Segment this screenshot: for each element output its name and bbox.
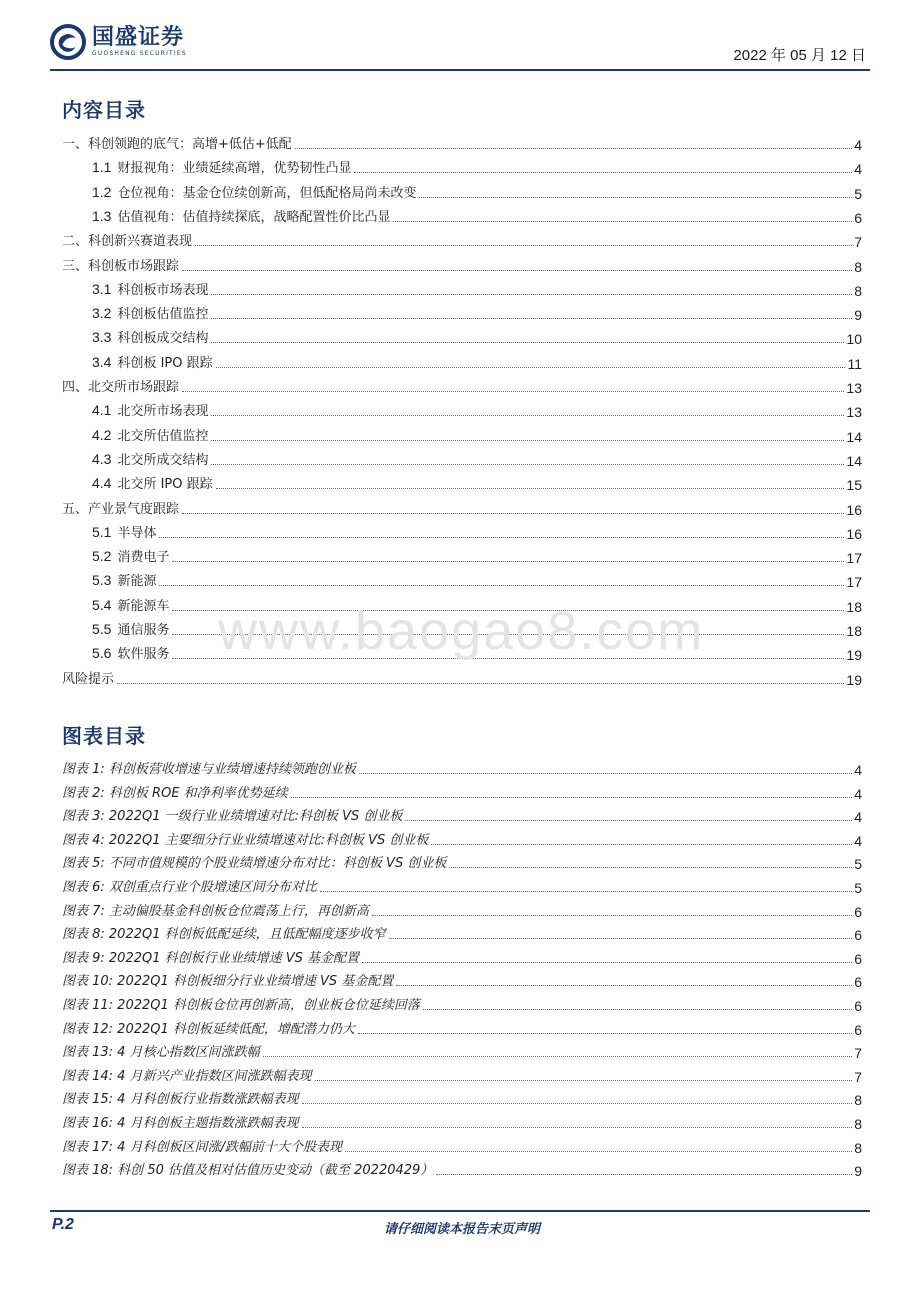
dot-leader [211,294,852,295]
entry-text: 一、科创领跑的底气：高增+低估+低配 [62,137,292,152]
dot-leader [295,148,852,149]
dot-leader [436,1174,852,1175]
figure-entry-title [62,855,446,873]
toc-entry-title [92,644,169,664]
dot-leader [291,797,853,798]
entry-text: 图表 14: 4 月新兴产业指数区间涨跌幅表现 [62,1068,312,1084]
page-ref: 8 [854,1116,862,1132]
toc-entry-number: 3.2 [92,305,112,322]
toc-entry[interactable] [62,231,862,251]
entry-text: 二、科创新兴赛道表现 [62,234,193,250]
toc-entry-title [62,501,179,519]
toc-entry-title [92,547,169,567]
figure-entry[interactable] [62,1089,862,1109]
toc-entry[interactable] [92,523,862,543]
page-number: P.2 [52,1216,74,1233]
page-ref: 6 [854,974,862,991]
page-ref: 6 [854,903,862,920]
header-divider [50,69,870,71]
toc-entry-title [92,571,156,591]
figure-entry[interactable] [62,1019,862,1039]
toc-entry-number: 4.2 [92,426,112,443]
dot-leader [195,245,852,246]
entry-text: 五、产业景气度跟踪 [62,501,180,517]
toc-entry-title [92,401,208,421]
page-ref: 14 [846,452,862,469]
entry-text: 风险提示 [62,671,115,687]
entry-text: 图表 10: 2022Q1 科创板细分行业业绩增速 VS 基金配置 [62,974,394,990]
toc-title: 内容目录 [62,98,146,122]
figure-entry-title [62,1091,299,1109]
toc-entry-number: 1.3 [92,207,112,224]
page-ref: 15 [846,477,862,494]
toc-entry-title [92,304,208,324]
toc-entry[interactable] [92,328,862,348]
dot-leader [320,891,852,892]
brand-name-en: GUOSHENG SECURITIES [92,50,187,57]
toc-entry-number: 5.1 [92,523,112,540]
page-ref: 8 [854,1092,862,1109]
figure-entry-title [62,1162,433,1180]
page-header [50,22,870,70]
page-ref: 4 [854,762,862,778]
brand-name-cn: 国盛证券 [92,25,185,50]
figure-entry-title [62,879,317,897]
dot-leader [211,342,844,343]
toc-entry-number: 3.3 [92,329,112,346]
dot-leader [362,962,852,963]
page-ref: 5 [854,880,862,896]
toc-entry-number: 4.1 [92,402,112,419]
entry-text: 图表 8: 2022Q1 科创板低配延续，且低配幅度逐步收窄 [62,927,386,943]
dot-leader [159,537,844,538]
toc-entry[interactable] [92,207,862,227]
figure-entry-title [62,973,393,991]
figure-entry[interactable] [62,924,862,944]
toc-entry[interactable] [62,256,862,276]
page-ref: 6 [854,1021,862,1038]
entry-text: 四、北交所市场跟踪 [62,380,180,395]
toc-entry-title [92,158,351,178]
page-ref: 6 [854,927,862,944]
entry-text: 图表 11: 2022Q1 科创板仓位再创新高，创业板仓位延续回落 [62,998,420,1013]
toc-entry-number: 5.6 [92,645,112,662]
entry-text: 估值视角：估值持续探底，战略配置性价比凸显 [117,209,391,225]
entry-text: 图表 1: 科创板营收增速与业绩增速持续领跑创业板 [62,762,356,777]
toc-entry-title [62,136,292,154]
dot-leader [423,1009,852,1010]
toc-entry-title [92,328,208,348]
page-ref: 16 [846,525,862,542]
entry-text: 财报视角：业绩延续高增，优势韧性凸显 [117,161,352,177]
dot-leader [358,1033,852,1034]
figure-entry-title [62,950,359,968]
page-ref: 6 [854,209,862,226]
toc-entry[interactable] [92,450,862,470]
entry-text: 科创板估值监控 [117,307,209,323]
dot-leader [211,440,844,441]
toc-entry-number: 3.1 [92,280,112,297]
dot-leader [182,513,844,514]
toc-entry-title [92,450,208,470]
entry-text: 图表 7: 主动偏股基金科创板仓位震荡上行，再创新高 [62,903,369,919]
footer-divider [50,1210,870,1212]
figure-entry-title [62,926,386,944]
dot-leader [182,270,852,271]
dot-leader [359,773,852,774]
page-ref: 8 [854,282,862,299]
dot-leader [393,221,852,222]
figure-entry[interactable] [62,1066,862,1086]
dot-leader [372,915,852,916]
toc-entry-number: 3.4 [92,353,112,370]
page-ref: 7 [854,234,862,251]
toc-entry-title [62,233,192,251]
dot-leader [159,585,844,586]
page-ref: 4 [854,785,862,802]
entry-text: 图表 17: 4 月科创板区间涨/跌幅前十大个股表现 [62,1139,342,1155]
entry-text: 北交所市场表现 [117,404,209,420]
report-date: 2022 年 05 月 12 日 [733,47,866,64]
figure-entry-title [62,832,428,850]
toc-entry-number: 4.3 [92,450,112,467]
figure-entry[interactable] [62,901,862,921]
figure-entry-title [62,1068,312,1086]
toc-entry[interactable] [92,280,862,300]
toc-entry-number: 5.3 [92,572,112,589]
toc-entry[interactable] [92,547,862,567]
dot-leader [263,1056,853,1057]
figure-entry[interactable] [62,783,862,803]
toc-entry[interactable] [92,353,862,373]
page-ref: 4 [854,809,862,826]
entry-text: 图表 16: 4 月科创板主题指数涨跌幅表现 [62,1116,299,1131]
page-ref: 10 [846,331,862,348]
dot-leader [345,1151,852,1152]
page-ref: 19 [846,647,862,664]
page-ref: 8 [854,258,862,275]
toc-entry-title [92,426,208,446]
figure-entry[interactable] [62,995,862,1015]
toc-entry[interactable] [92,183,862,203]
page-ref: 6 [854,998,862,1014]
entry-text: 科创板 IPO 跟踪 [117,355,213,371]
toc-entry-title [92,474,213,494]
dot-leader [211,415,844,416]
dot-leader [211,464,844,465]
figure-entry[interactable] [62,853,862,873]
figure-entry[interactable] [62,759,862,779]
page-ref: 16 [846,501,862,518]
toc-entry-number: 1.2 [92,183,112,200]
page-ref: 4 [854,832,862,849]
entry-text: 科创板成交结构 [117,331,209,347]
entry-text: 图表 2: 科创板 ROE 和净利率优势延续 [62,785,288,801]
entry-text: 图表 18: 科创 50 估值及相对估值历史变动（截至 20220429） [62,1163,434,1179]
toc-entry[interactable] [92,401,862,421]
guosheng-logo-icon [50,24,86,60]
figure-entry[interactable] [62,1160,862,1180]
footer-disclaimer: 请仔细阅读本报告末页声明 [384,1222,541,1237]
page-ref: 4 [854,161,862,178]
watermark: www.baogao8.com [218,601,705,661]
entry-text: 图表 3: 2022Q1 一级行业业绩增速对比:科创板 VS 创业板 [62,809,403,825]
entry-text: 图表 15: 4 月科创板行业指数涨跌幅表现 [62,1092,299,1108]
figure-entry[interactable] [62,948,862,968]
page-ref: 7 [854,1068,862,1085]
toc-entry-number: 1.1 [92,159,112,176]
entry-text: 图表 4: 2022Q1 主要细分行业业绩增速对比:科创板 VS 创业板 [62,832,429,848]
figure-entry-title [62,1021,355,1039]
toc-entry[interactable] [92,426,862,446]
dot-leader [431,844,852,845]
page-ref: 8 [854,1139,862,1156]
page-ref: 14 [846,428,862,445]
toc-entry[interactable] [62,499,862,519]
entry-text: 北交所估值监控 [117,428,209,444]
toc-entry[interactable] [62,669,862,689]
page-ref: 9 [854,1163,862,1180]
dot-leader [172,561,844,562]
dot-leader [354,172,852,173]
dot-leader [449,867,852,868]
entry-text: 北交所成交结构 [117,452,209,468]
entry-text: 消费电子 [117,550,170,566]
figure-entry[interactable] [62,877,862,897]
entry-text: 新能源 [117,574,157,590]
page-ref: 9 [854,307,862,324]
entry-text: 软件服务 [117,647,170,663]
dot-leader [211,318,852,319]
dot-leader [216,367,846,368]
entry-text: 图表 9: 2022Q1 科创板行业业绩增速 VS 基金配置 [62,950,360,966]
toc-entry-title [92,183,416,203]
entry-text: 仓位视角：基金仓位续创新高，但低配格局尚未改变 [117,185,417,201]
page-ref: 17 [846,550,862,567]
figure-entry-title [62,903,369,921]
entry-text: 半导体 [117,525,157,541]
dot-leader [216,488,845,489]
toc-entry[interactable] [62,377,862,397]
toc-entry-number: 5.4 [92,596,112,613]
dot-leader [302,1127,853,1128]
page-ref: 4 [854,137,862,153]
figure-entry-title [62,785,288,803]
page-ref: 17 [846,574,862,591]
figure-entry-title [62,1139,342,1157]
page-ref: 19 [846,671,862,688]
page-ref: 7 [854,1045,862,1062]
figure-entry-title [62,761,356,779]
figure-entry-title [62,1115,299,1133]
toc-entry-title [92,207,390,227]
dot-leader [419,197,852,198]
page-ref: 5 [854,185,862,202]
toc-entry-title [62,258,179,276]
toc-entry-title [92,620,169,640]
toc-entry[interactable] [92,474,862,494]
figure-entry[interactable] [62,1137,862,1157]
page-ref: 6 [854,950,862,967]
toc-entry[interactable] [92,158,862,178]
toc-entry-title [62,379,179,397]
toc-entry[interactable] [92,304,862,324]
figure-entry-title [62,1044,260,1062]
entry-text: 图表 12: 2022Q1 科创板延续低配，增配潜力仍大 [62,1021,355,1037]
figure-entry[interactable] [62,806,862,826]
company-logo [50,24,187,60]
page-ref: 18 [846,598,862,615]
dot-leader [182,391,844,392]
entry-text: 三、科创板市场跟踪 [62,258,180,274]
toc-entry-title [92,596,169,616]
page-ref: 13 [846,404,862,421]
toc-entry-title [92,523,156,543]
page-ref: 13 [846,380,862,396]
toc-entry-number: 4.4 [92,475,112,492]
toc-entry-title [92,280,208,300]
figure-entry-title [62,808,402,826]
toc-entry-number: 5.2 [92,548,112,565]
toc-entry-title [62,671,114,689]
figure-entry-title [62,997,420,1015]
dot-leader [389,938,853,939]
dot-leader [405,820,852,821]
entry-text: 科创板市场表现 [117,282,209,298]
entry-text: 图表 6: 双创重点行业个股增速区间分布对比 [62,880,317,895]
dot-leader [396,985,852,986]
entry-text: 北交所 IPO 跟踪 [117,477,213,493]
page-ref: 18 [846,623,862,639]
page-ref: 5 [854,856,862,873]
entry-text: 通信服务 [117,623,170,638]
toc-entry[interactable] [62,134,862,154]
toc-entry[interactable] [92,571,862,591]
figure-entry[interactable] [62,971,862,991]
figure-entry[interactable] [62,1042,862,1062]
entry-text: 新能源车 [117,598,170,614]
toc-entry-number: 5.5 [92,621,112,637]
dot-leader [302,1103,853,1104]
entry-text: 图表 13: 4 月核心指数区间涨跌幅 [62,1045,260,1061]
dot-leader [117,683,844,684]
figure-entry[interactable] [62,1113,862,1133]
figures-title: 图表目录 [62,724,146,748]
dot-leader [315,1080,853,1081]
page-ref: 11 [847,355,862,372]
figure-entry[interactable] [62,830,862,850]
entry-text: 图表 5: 不同市值规模的个股业绩增速分布对比：科创板 VS 创业板 [62,856,447,872]
toc-entry-title [92,353,213,373]
